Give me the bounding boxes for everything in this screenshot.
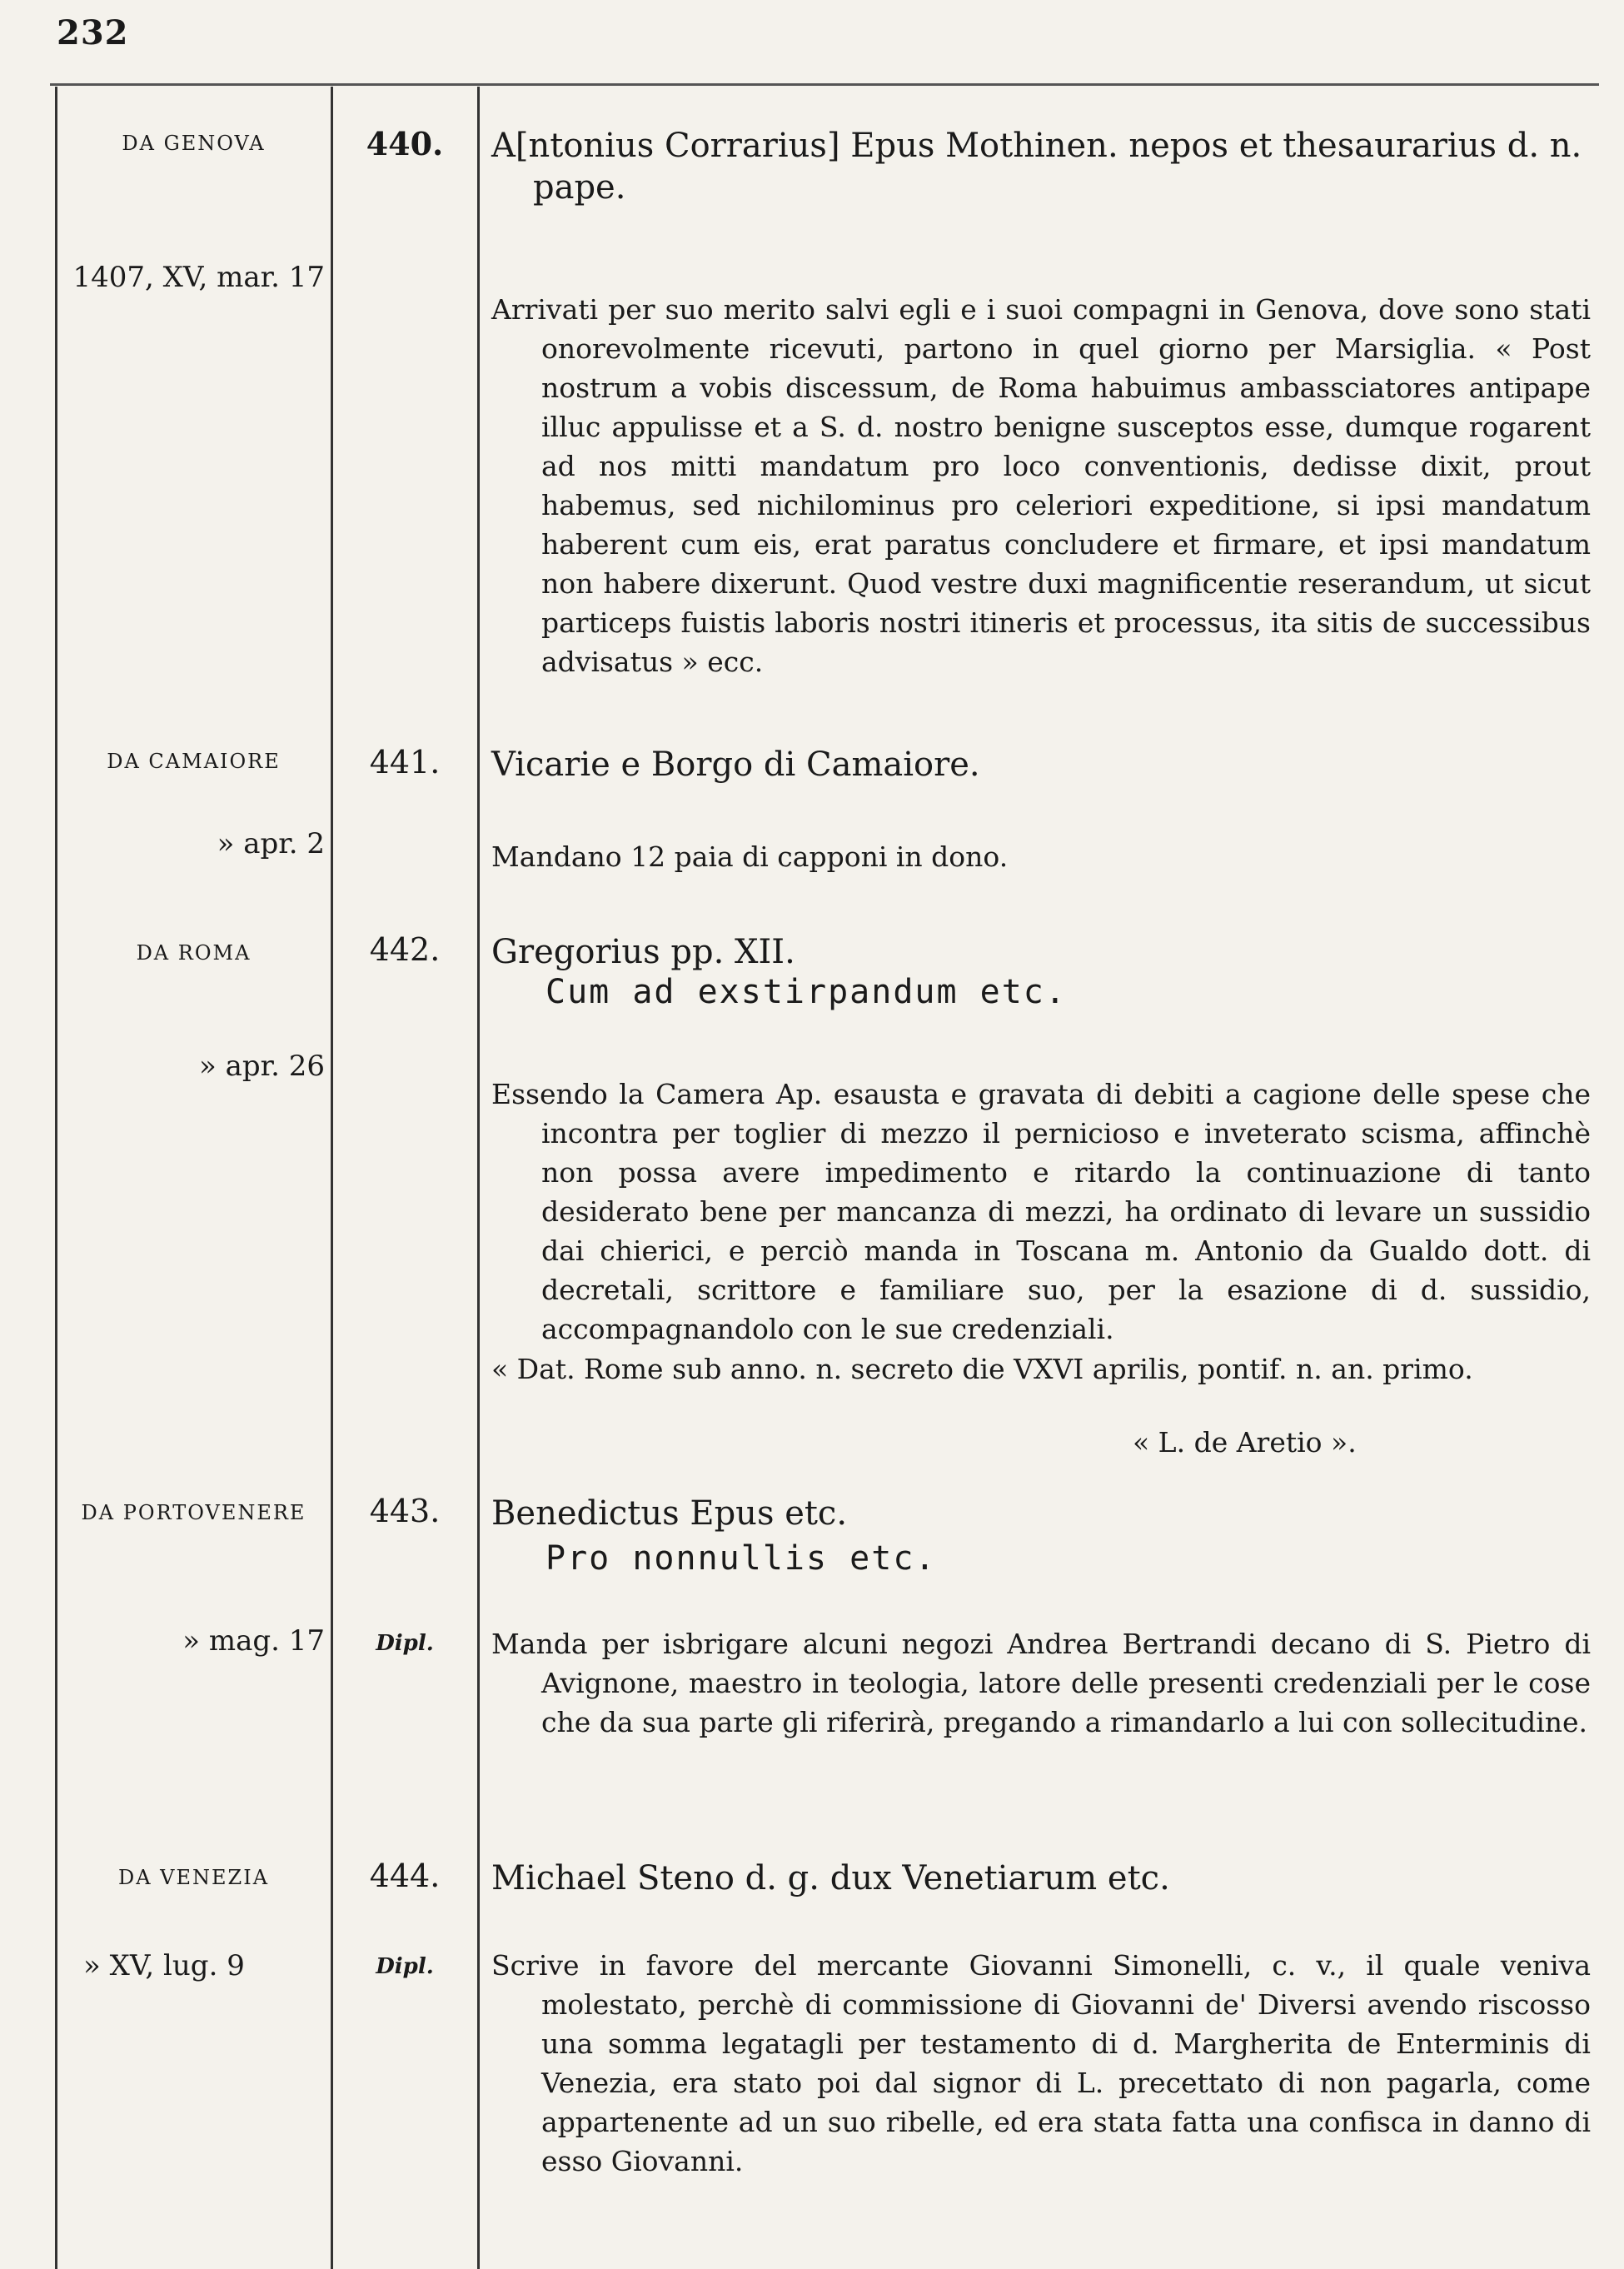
entry-date: » apr. 26 <box>198 1050 325 1083</box>
page-number: 232 <box>57 13 129 52</box>
entry-origin: DA CAMAIORE <box>107 750 281 773</box>
entry-summary: Manda per isbrigare alcuni negozi Andrea Bertrandi decano di S. Pietro di Avignone, maestro in teologia, latore delle presenti credenziali per le cose che da sua parte gli riferirà, pregando a rimandarlo a lui con sollecitudine. <box>491 1628 1591 1738</box>
entry-summary: Mandano 12 paia di capponi in dono. <box>491 840 1009 873</box>
entry-number: 442. <box>369 931 441 968</box>
entry-summary: Arrivati per suo merito salvi egli e i suoi compagni in Genova, dove sono stati onorevolmente ricevuti, partono in quel giorno per Marsiglia. « Post nostrum a vobis discessum, de Roma habuimus ambassciatores antipape illuc appulisse et a S. d. nostro benigne susceptos esse, dumque rogarent ad nos mitti mandatum pro loco conventionis, dedisse dixit, prout habemus, sed nichilominus pro celeriori expeditione, si ipsi mandatum haberent cum eis, erat paratus concludere et firmare, et ipsi mandatum non habere dixerunt. Quod vestre duxi magnificentie reserandum, ut sicut particeps fuistis laboris nostri itineris et processus, ita sitis de successibus advisatus » ecc. <box>491 293 1591 678</box>
entry-title: Gregorius pp. XII. <box>491 933 795 971</box>
entry-origin: DA PORTOVENERE <box>81 1501 306 1524</box>
entry-dipl-marker: Dipl. <box>376 1631 434 1656</box>
entry-dipl-marker: Dipl. <box>376 1954 434 1979</box>
entry-date: 1407, XV, mar. 17 <box>72 261 325 294</box>
entry-signature: « L. de Aretio ». <box>1133 1426 1357 1459</box>
entry-date: » XV, lug. 9 <box>83 1949 245 1982</box>
entry-origin: DA VENEZIA <box>117 1866 270 1889</box>
entry-summary: Essendo la Camera Ap. esausta e gravata di debiti a cagione delle spese che incontra per toglier di mezzo il pernicioso e inveterato scisma, affinchè non possa avere impedimento e ritardo la continuazione di tanto desiderato bene per mancanza di mezzi, ha ordinato di levare un sussidio dai chierici, e perciò manda in Toscana m. Antonio da Gualdo dott. di decretali, scrittore e familiare suo, per la esazione di d. sussidio, accompagnandolo con le sue credenziali. <box>491 1078 1591 1345</box>
entry-title: A[ntonius Corrarius] Epus Mothinen. nepos et thesaurarius d. n. pape. <box>491 127 1582 207</box>
entry-title: Michael Steno d. g. dux Venetiarum etc. <box>491 1859 1170 1897</box>
entry-datum: « Dat. Rome sub anno. n. secreto die VXVI aprilis, pontif. n. an. primo. <box>491 1353 1473 1385</box>
entry-summary: Scrive in favore del mercante Giovanni Simonelli, c. v., il quale veniva molestato, perchè di commissione di Giovanni de' Diversi avendo riscosso una somma legatagli per testamento di d. Margherita de Enterminis di Venezia, era stato poi dal signor di L. precettato di non pagarla, come appartenente ad un suo ribelle, ed era stata fatta una confisca in danno di esso Giovanni. <box>491 1949 1591 2177</box>
entry-incipit: Pro nonnullis etc. <box>545 1539 937 1578</box>
entry-number: 443. <box>369 1493 441 1529</box>
column-rule-left <box>55 87 57 2269</box>
entry-number: 440. <box>366 125 444 162</box>
entry-incipit: Cum ad exstirpandum etc. <box>545 973 1067 1011</box>
entry-number: 441. <box>369 744 441 780</box>
entry-title: Vicarie e Borgo di Camaiore. <box>491 746 980 784</box>
entry-date: » apr. 2 <box>217 827 325 860</box>
entry-origin: DA ROMA <box>136 941 252 965</box>
column-rule-right <box>477 87 480 2269</box>
entry-title: Benedictus Epus etc. <box>491 1494 848 1533</box>
entry-date: » mag. 17 <box>182 1624 325 1658</box>
entry-origin: DA GENOVA <box>122 132 266 155</box>
column-rule-middle <box>331 87 333 2269</box>
entry-number: 444. <box>369 1858 441 1894</box>
header-rule <box>50 83 1599 86</box>
